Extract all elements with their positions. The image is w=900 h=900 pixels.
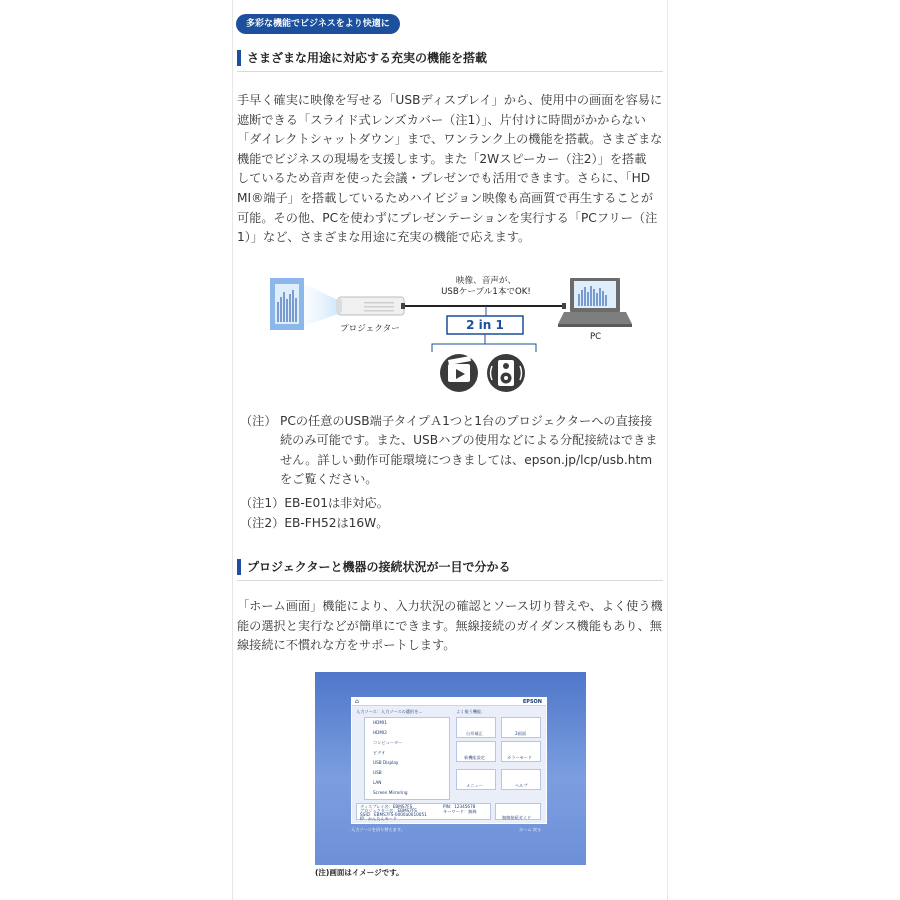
home-screen-image (315, 672, 586, 865)
source-item[interactable]: LAN (373, 780, 382, 785)
shortcut-header: よく使う機能： (456, 709, 486, 714)
source-item[interactable]: HDMI2 (373, 730, 387, 735)
shortcut-tile[interactable] (501, 769, 541, 790)
section-heading-text: プロジェクターと機器の接続状況が一目で分かる (247, 560, 511, 574)
footer-return: ホーム 戻る (519, 827, 542, 832)
source-item[interactable]: Screen Mirroring (373, 790, 408, 795)
tile-label: メニュー (466, 783, 483, 788)
usb-display-diagram (268, 272, 638, 400)
source-item[interactable]: ビデオ (373, 750, 386, 755)
paragraph-line: 機能でビジネスの現場を支援します。また「2Wスピーカー（注2）」を搭載 (237, 151, 647, 166)
info-line: ディスプレイ名：EBMS7FS (360, 804, 413, 809)
two-in-one-label: 2 in 1 (466, 318, 504, 332)
keyword-label: キーワード：無線 (443, 809, 477, 814)
network-info-panel (356, 803, 491, 820)
source-item[interactable]: USB (373, 770, 382, 775)
note-line: をご覧ください。 (280, 472, 378, 487)
source-header: 入力ソース：入力ソースの選択を... (356, 709, 423, 714)
features-paragraph (237, 91, 663, 248)
footnotes (240, 412, 664, 533)
tile-label: カラーモード (507, 755, 532, 760)
info-line: SSID：EBMS7FS-0000a0010051 (360, 812, 427, 817)
info-line: プロジェクター名：EBMS7FS (360, 808, 417, 813)
pin-label: PIN：12345678 (443, 804, 476, 809)
paragraph-line: 線接続に不慣れな方をサポートします。 (237, 638, 456, 653)
source-item[interactable]: HDMI1 (373, 720, 387, 725)
tile-label: 新機能設定 (464, 755, 485, 760)
image-caption: (注)画面はイメージです。 (315, 868, 404, 877)
shortcut-tile[interactable] (456, 717, 496, 738)
main-note (240, 412, 664, 490)
section-heading-features (237, 48, 663, 72)
shortcut-tile[interactable] (501, 741, 541, 762)
heading-accent-bar (237, 50, 241, 66)
tile-label: ヘルプ (515, 783, 528, 788)
home-screen-paragraph (237, 597, 663, 656)
callout-line: USBケーブル1本でOK! (441, 287, 531, 297)
source-item[interactable]: コンピューター (373, 740, 403, 745)
wireless-guide-label: 無線接続ガイド (502, 815, 532, 820)
paragraph-line: 手早く確実に映像を写せる「USBディスプレイ」から、使用中の画面を容易に (237, 93, 663, 107)
paragraph-line: 可能。その他、PCを使わずにプレゼンテーションを実行する「PCフリー（注 (237, 210, 658, 225)
heading-accent-bar (237, 559, 241, 575)
home-screen-panel (351, 697, 547, 824)
projected-screen-icon (270, 278, 304, 330)
source-list (364, 717, 450, 800)
paragraph-line: 1）」など、さまざまな用途に充実の機能で応えます。 (237, 230, 531, 245)
feature-badge: 多彩な機能でビジネスをより快適に (236, 14, 400, 34)
paragraph-line: 「ホーム画面」機能により、入力状況の確認とソース切り替えや、よく使う機 (237, 599, 663, 613)
footer-hint: 入力ソースを切り替えます。 (351, 827, 405, 832)
info-line: IP：かんたんモード (360, 816, 398, 821)
note-body (280, 412, 664, 490)
speaker-icon (487, 354, 525, 392)
epson-logo: EPSON (522, 699, 542, 705)
usb-callout (418, 276, 554, 298)
callout-line: 映像、音声が、 (455, 276, 517, 286)
projector-label: プロジェクター (340, 324, 400, 334)
note-2: （注2）EB-FH52は16W。 (240, 516, 389, 531)
shortcut-tile[interactable] (456, 741, 496, 762)
pc-label: PC (590, 332, 602, 342)
source-item[interactable]: USB Display (373, 760, 399, 765)
note-1: （注1）EB-E01は非対応。 (240, 495, 389, 510)
note-line: せん。詳しい動作可能環境につきましては、epson.jp/lcp/usb.htm (280, 452, 653, 467)
tile-label: 台形補正 (466, 731, 483, 736)
shortcut-tile[interactable] (501, 717, 541, 738)
paragraph-line: しているため音声を使った会議・プレゼンでも活用できます。さらに、「HD (237, 171, 651, 186)
paragraph-line: 遮断できる「スライド式レンズカバー（注1）」、片付けに時間がかからない (237, 112, 646, 127)
laptop-icon (558, 278, 632, 327)
note-line: PCの任意のUSB端子タイプＡ1つと1台のプロジェクターへの直接接 (280, 414, 653, 428)
paragraph-line: MI®端子」を搭載しているためハイビジョン映像も高画質で再生することが (237, 190, 654, 205)
projector-icon (336, 297, 405, 315)
home-icon: ⌂ (355, 698, 359, 705)
section-heading-text: さまざまな用途に対応する充実の機能を搭載 (247, 51, 488, 65)
video-clapper-icon (440, 354, 478, 392)
section-heading-connection (237, 557, 663, 581)
home-screen-topbar (352, 698, 546, 706)
wireless-guide-button[interactable] (495, 803, 541, 820)
paragraph-line: 「ダイレクトシャットダウン」まで、ワンランク上の機能を搭載。さまざまな (237, 132, 663, 147)
note-label: （注） (240, 414, 277, 428)
note-line: 続のみ可能です。また、USBハブの使用などによる分配接続はできま (280, 433, 658, 448)
tile-label: 2画面 (515, 731, 527, 736)
shortcut-tile[interactable] (456, 769, 496, 790)
paragraph-line: 能の選択と実行などが簡単にできます。無線接続のガイダンス機能もあり、無 (237, 618, 662, 633)
